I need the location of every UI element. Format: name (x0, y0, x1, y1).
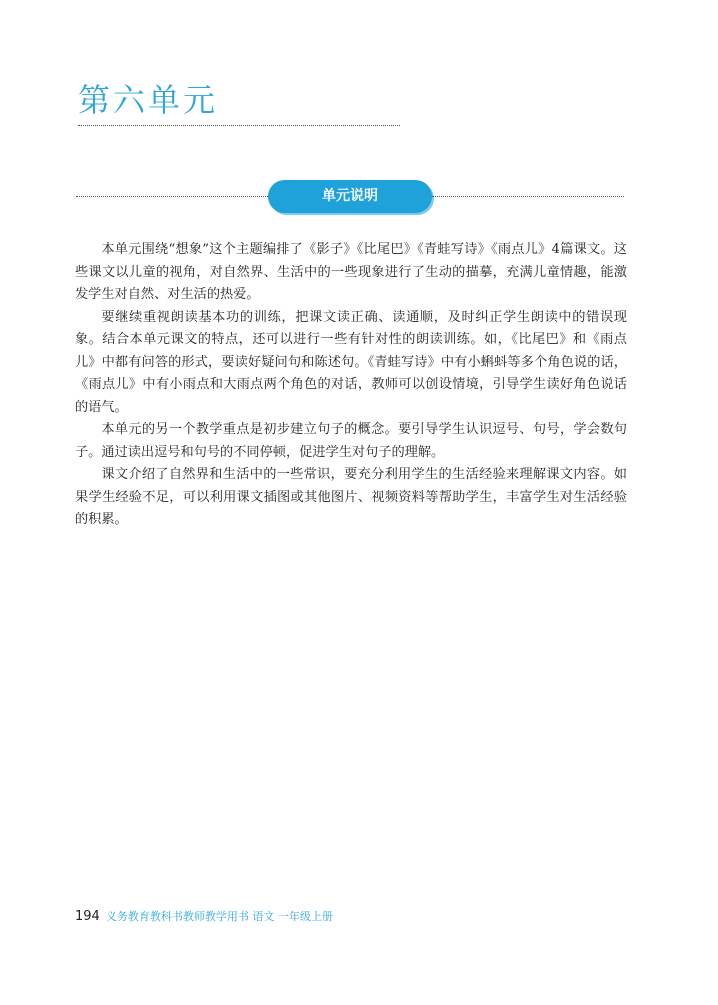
unit-title: 第六单元 (78, 81, 219, 119)
title-divider (78, 125, 400, 126)
paragraph-4: 课文介绍了自然界和生活中的一些常识，要充分利用学生的生活经验来理解课文内容。如果学生经验不足，可以利用课文插图或其他图片、视频资料等帮助学生，丰富学生对生活经验的积累。 (75, 467, 627, 527)
body-text (75, 239, 627, 532)
section-divider-right (432, 196, 624, 197)
book-title: 义务教育教科书教师教学用书 语文 一年级上册 (105, 910, 333, 923)
paragraph-3: 本单元的另一个教学重点是初步建立句子的概念。要引导学生认识逗号、句号，学会数句子。通过读出逗号和句号的不同停顿，促进学生对句子的理解。 (75, 422, 627, 460)
page-footer (75, 906, 333, 926)
paragraph-2: 要继续重视朗读基本功的训练，把课文读正确、读通顺，及时纠正学生朗读中的错误现象。结合本单元课文的特点，还可以进行一些有针对性的朗读训练。如，《比尾巴》和《雨点儿》中都有问答的形式，要读好疑问句和陈述句。《青蛙写诗》中有小蝌蚪等多个角色说的话，《雨点儿》中有小雨点和大雨点两个角色的对话，教师可以创设情境，引导学生读好角色说话的语气。 (75, 309, 627, 415)
section-heading: 单元说明 (268, 180, 432, 213)
page-number: 194 (75, 909, 100, 924)
section-divider-left (76, 196, 268, 197)
paragraph-1: 本单元围绕“想象”这个主题编排了《影子》《比尾巴》《青蛙写诗》《雨点儿》4篇课文。这些课文以儿童的视角，对自然界、生活中的一些现象进行了生动的描摹，充满儿童情趣，能激发学生对自然、对生活的热爱。 (75, 242, 627, 302)
